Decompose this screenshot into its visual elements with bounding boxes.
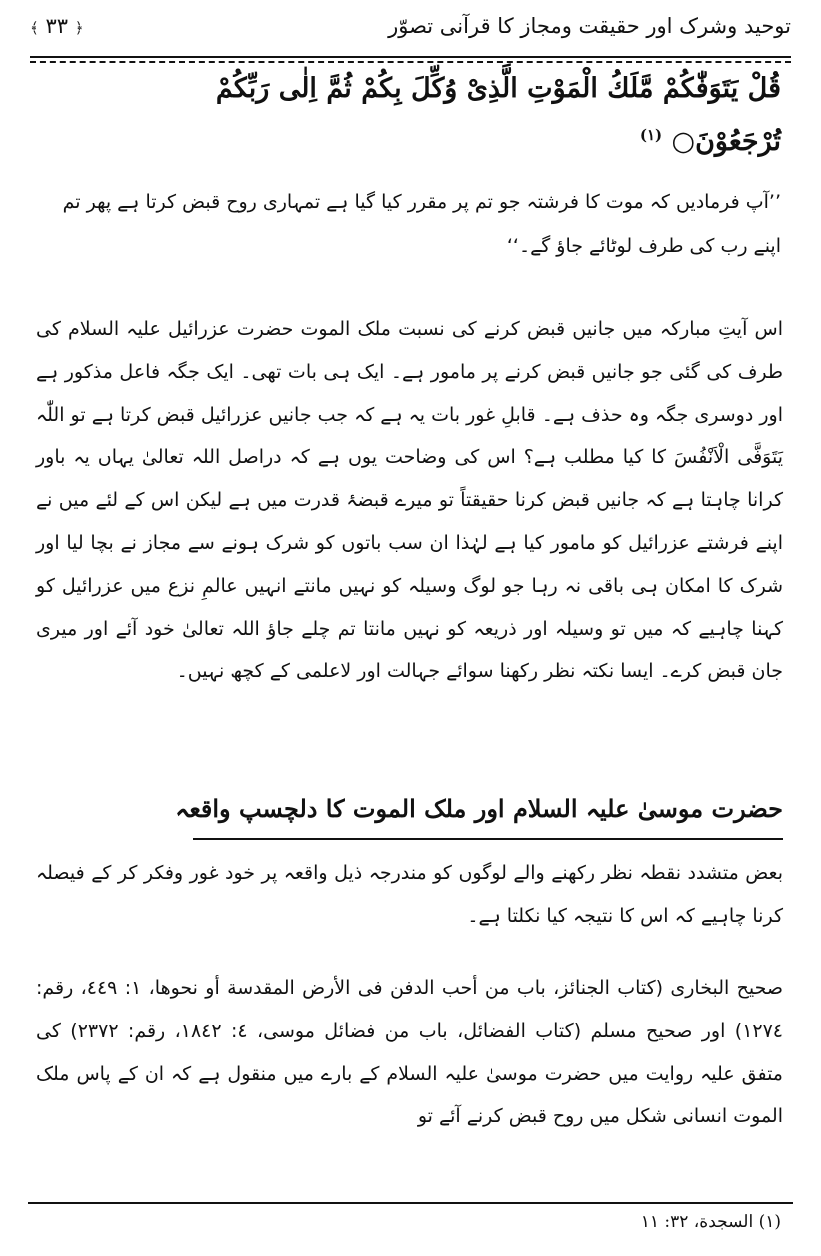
running-header xyxy=(30,12,791,62)
paragraph-2: بعض متشدد نقطہ نظر رکھنے والے لوگوں کو مندرجہ ذیل واقعہ پر خود غور وفکر کر کے فیصلہ کرنا چاہیے کہ اس کا نتیجہ کیا نکلتا ہے۔ xyxy=(36,862,783,927)
page-number xyxy=(30,14,84,38)
ornament-right-icon: ﴿ xyxy=(74,19,84,37)
header-rule xyxy=(30,56,791,58)
footnote-reference: (١) xyxy=(639,126,663,144)
section-heading: حضرت موسیٰ علیہ السلام اور ملک الموت کا دلچسپ واقعہ xyxy=(175,794,783,823)
ornament-left-icon: ﴾ xyxy=(30,19,39,37)
verse-line-1: قُلْ يَتَوَفّٰكُمْ مَّلَكُ الْمَوْتِ الَّذِىْ وُكِّلَ بِكُمْ ثُمَّ اِلٰى رَبِّكُمْ xyxy=(215,73,781,104)
footnote: (١) السجدة، ٣٢: ١١ xyxy=(640,1212,781,1232)
verse-line-2 xyxy=(40,112,781,165)
heading-underline xyxy=(193,838,783,840)
quranic-verse xyxy=(40,66,781,165)
page-number-value: ۳۳ xyxy=(45,14,69,38)
footnote-rule xyxy=(28,1202,793,1204)
verse-translation: ’’آپ فرمادیں کہ موت کا فرشتہ جو تم پر مقرر کیا گیا ہے تمہاری روح قبض کرتا ہے پھر تم اپنے رب کی طرف لوٹائے جاؤ گے۔‘‘ xyxy=(62,191,781,257)
header-rule-dashed xyxy=(30,61,791,63)
paragraph-1: اس آیتِ مبارکہ میں جانیں قبض کرنے کی نسبت ملک الموت حضرت عزرائیل علیہ السلام کی طرف کی گئی جو جانیں قبض کرنے پر مامور ہے۔ ایک ہی بات تھی۔ ایک جگہ فاعل مذکور ہے اور دوسری جگہ وہ حذف ہے۔ قابلِ غور بات یہ ہے کہ جب جانیں عزرائیل قبض کرتا ہے تو اللّٰہ يَتَوَفَّى الْاَنْفُسَ کا کیا مطلب ہے؟ اس کی وضاحت یوں ہے کہ دراصل اللہ تعالیٰ یہاں یہ باور کرانا چاہتا ہے کہ جانیں قبض کرنا حقیقتاً تو میرے قبضۂ قدرت میں ہے لیکن اس کے لئے میں نے اپنے فرشتے عزرائیل کو مامور کیا ہے لہٰذا ان سب باتوں کو شرک ہونے سے مجاز نے بچا لیا اور شرک کا امکان ہی باقی نہ رہا جو لوگ وسیلہ کو نہیں مانتے انہیں عالمِ نزع میں عزرائیل کو کہنا چاہیے کہ میں تو وسیلہ اور ذریعہ کو نہیں مانتا تم چلے جاؤ اللہ تعالیٰ خود آئے اور میری جان قبض کرے۔ ایسا نکتہ نظر رکھنا سوائے جہالت اور لاعلمی کے کچھ نہیں۔ xyxy=(36,318,783,683)
paragraph-3: صحیح البخاری (کتاب الجنائز، باب من أحب الدفن فى الأرض المقدسة أو نحوها، ١: ٤٤٩، رقم: ١٢٧٤) اور صحیح مسلم (کتاب الفضائل، باب من فضائل موسى، ٤: ١٨٤٢، رقم: ٢٣٧٢) کی متفق علیہ روایت میں حضرت موسیٰ علیہ السلام کے بارے میں منقول ہے کہ ان کے پاس ملک الموت انسانی شکل میں روح قبض کرنے آئے تو xyxy=(36,977,784,1128)
book-title: توحید وشرک اور حقیقت ومجاز کا قرآنی تصوّر xyxy=(388,14,791,38)
verse-line-2-text: تُرْجَعُوْنَ○ xyxy=(671,126,781,157)
